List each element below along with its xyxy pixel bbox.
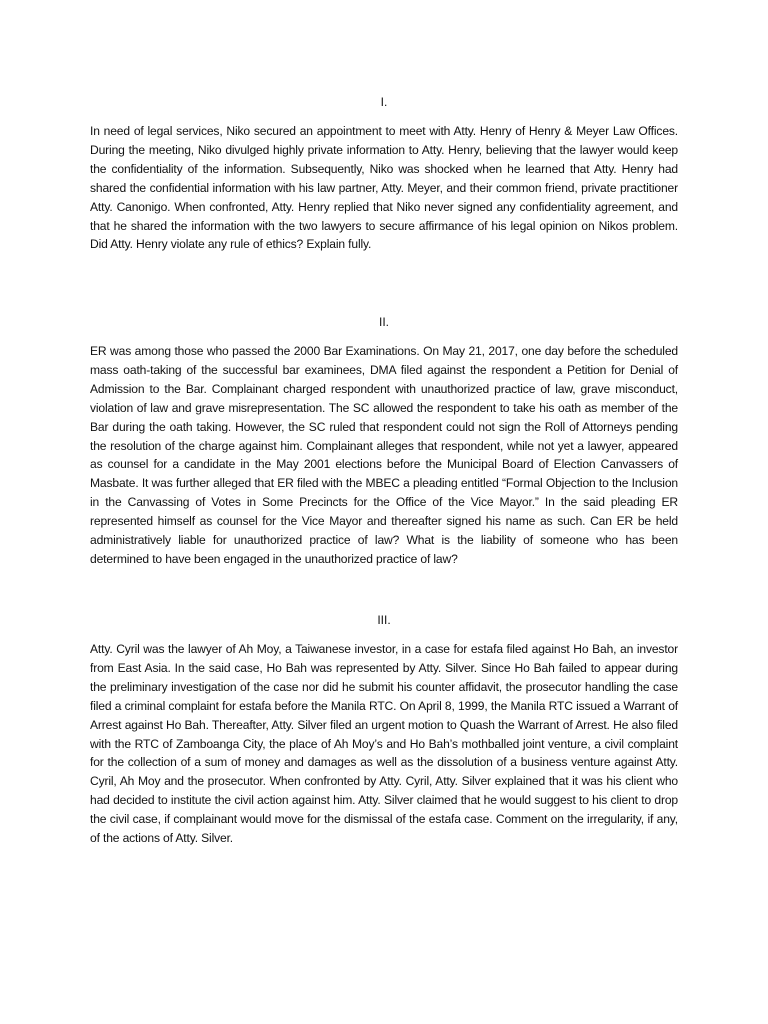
- question-1-numeral: I.: [380, 95, 388, 109]
- question-1-text: In need of legal services, Niko secured an appointment to meet with Atty. Henry of Henry & Meyer Law Offices. During the meeting, Niko divulged highly private information to Atty. Henry, believing that the lawyer would keep the confidentiality of the information. Subsequently, Niko was shocked when he learned that Atty. Henry had shared the confidential information with his law partner, Atty. Meyer, and their common friend, private practitioner Atty. Canonigo. When confronted, Atty. Henry replied that Niko never signed any confidentiality agreement, and that he shared the information with the two lawyers to secure affirmance of his legal opinion on Nikos problem. Did Atty. Henry violate any rule of ethics? Explain fully.: [90, 124, 678, 252]
- question-1: [90, 94, 678, 254]
- question-3-text: Atty. Cyril was the lawyer of Ah Moy, a Taiwanese investor, in a case for estafa filed against Ho Bah, an investor from East Asia. In the said case, Ho Bah was represented by Atty. Silver. Since Ho Bah failed to appear during the preliminary investigation of the case nor did he submit his counter affidavit, the prosecutor handling the case filed a criminal complaint for estafa before the Manila RTC. On April 8, 1999, the Manila RTC issued a Warrant of Arrest against Ho Bah. Thereafter, Atty. Silver filed an urgent motion to Quash the Warrant of Arrest. He also filed with the RTC of Zamboanga City, the place of Ah Moy’s and Ho Bah’s mothballed joint venture, a civil complaint for the collection of a sum of money and damages as well as the dissolution of a business venture against Atty. Cyril, Ah Moy and the prosecutor. When confronted by Atty. Cyril, Atty. Silver explained that it was his client who had decided to institute the civil action against him. Atty. Silver claimed that he would suggest to his client to drop the civil case, if complainant would move for the dismissal of the estafa case. Comment on the irregularity, if any, of the actions of Atty. Silver.: [90, 642, 678, 846]
- question-3-numeral: III.: [377, 613, 391, 627]
- question-2-text: ER was among those who passed the 2000 Bar Examinations. On May 21, 2017, one day before the scheduled mass oath-taking of the successful bar examinees, DMA filed against the respondent a Petition for Denial of Admission to the Bar. Complainant charged respondent with unauthorized practice of law, grave misconduct, violation of law and grave misrepresentation. The SC allowed the respondent to take his oath as member of the Bar during the oath taking. However, the SC ruled that respondent could not sign the Roll of Attorneys pending the resolution of the charge against him. Complainant alleges that respondent, while not yet a lawyer, appeared as counsel for a candidate in the May 2001 elections before the Municipal Board of Election Canvassers of Masbate. It was further alleged that ER filed with the MBEC a pleading entitled “Formal Objection to the Inclusion in the Canvassing of Votes in Some Precincts for the Office of the Vice Mayor.” In the said pleading ER represented himself as counsel for the Vice Mayor and thereafter signed his name as such. Can ER be held administratively liable for unauthorized practice of law? What is the liability of someone who has been determined to have been engaged in the unauthorized practice of law?: [90, 344, 678, 566]
- question-2-numeral: II.: [378, 315, 389, 329]
- question-3: [90, 612, 678, 848]
- question-2: [90, 314, 678, 569]
